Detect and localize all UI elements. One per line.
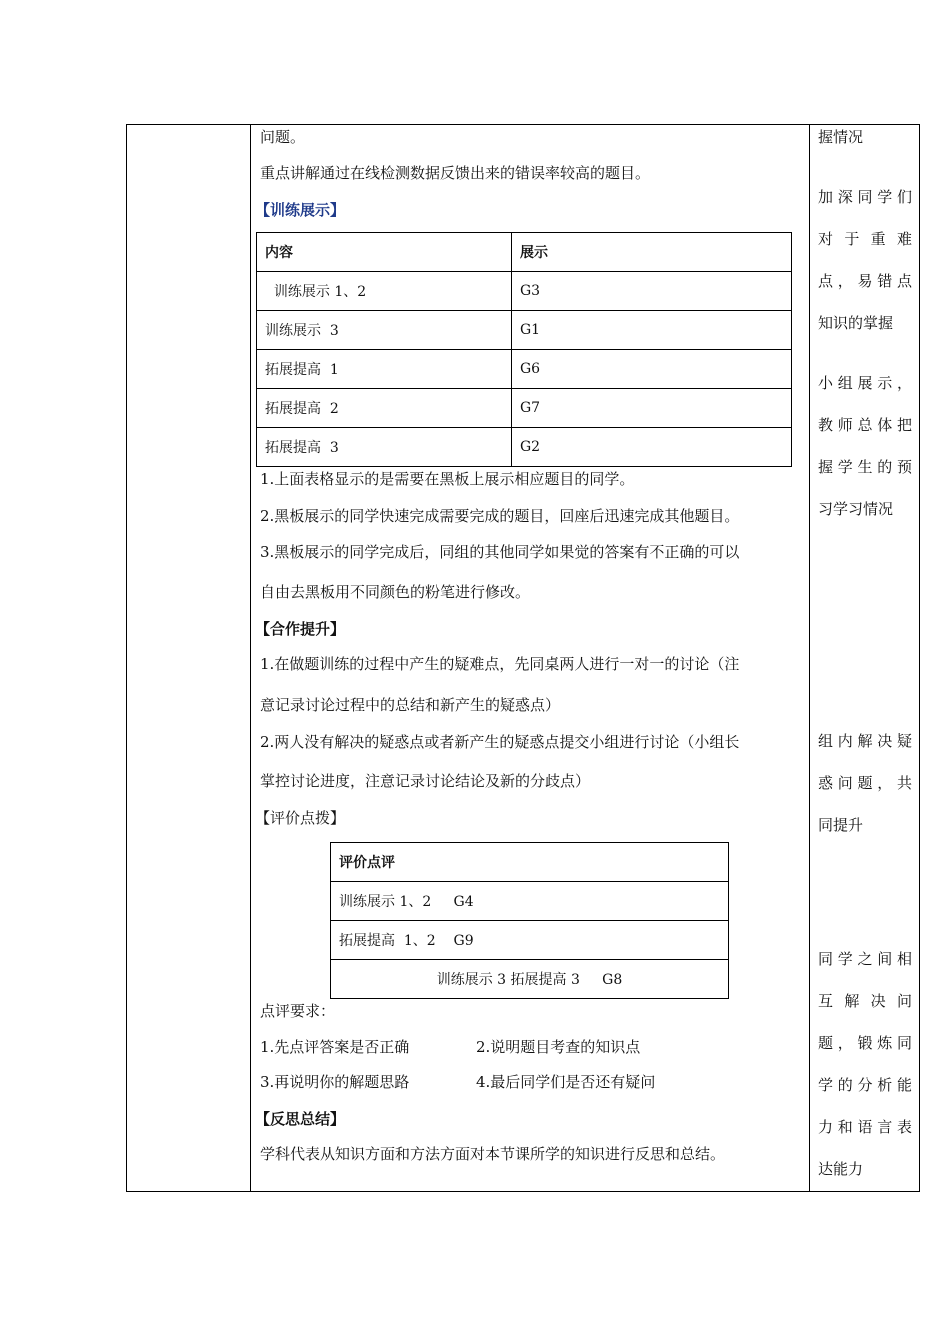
column-divider-2 — [809, 125, 810, 1191]
side-note-3 — [818, 362, 912, 530]
side-line: 互解决问 — [818, 992, 912, 1010]
side-line: 题，锻炼同 — [818, 1034, 912, 1052]
requirement-item: 2.说明题目考查的知识点 — [476, 1038, 641, 1056]
table-header-row — [331, 843, 729, 882]
table-cell: 训练展示 1、2 — [257, 272, 512, 311]
text-line: 点评要求： — [260, 1002, 336, 1020]
requirement-item: 4.最后同学们是否还有疑问 — [476, 1073, 656, 1091]
side-note-2 — [818, 176, 912, 344]
section-heading-cooperation: 【合作提升】 — [255, 620, 346, 638]
evaluation-table — [330, 842, 729, 999]
side-note-4 — [818, 720, 912, 846]
table-header-row — [257, 233, 792, 272]
text-line: 重点讲解通过在线检测数据反馈出来的错误率较高的题目。 — [260, 164, 651, 182]
text-line: 1.上面表格显示的是需要在黑板上展示相应题目的同学。 — [260, 470, 635, 488]
text-line: 2.黑板展示的同学快速完成需要完成的题目，回座后迅速完成其他题目。 — [260, 507, 740, 525]
section-heading-evaluation: 【评价点拨】 — [255, 809, 346, 827]
table-cell: 训练展示 3 — [257, 311, 512, 350]
side-line: 习学习情况 — [818, 500, 894, 518]
side-line: 握情况 — [818, 128, 864, 146]
side-line: 惑问题，共 — [818, 774, 912, 792]
text-line: 2.两人没有解决的疑惑点或者新产生的疑惑点提交小组进行讨论（小组长 — [260, 733, 740, 751]
side-line: 小组展示， — [818, 374, 912, 392]
side-line: 学的分析能 — [818, 1076, 912, 1094]
side-line: 加深同学们 — [818, 188, 912, 206]
table-row — [257, 311, 792, 350]
table-cell: 拓展提高 3 — [257, 428, 512, 467]
side-line: 握学生的预 — [818, 458, 912, 476]
table-cell: G6 — [512, 350, 792, 389]
table-cell: G7 — [512, 389, 792, 428]
side-note-5 — [818, 938, 912, 1190]
table-row — [257, 272, 792, 311]
section-heading-reflection: 【反思总结】 — [255, 1110, 346, 1128]
table-cell: 拓展提高 2 — [257, 389, 512, 428]
side-line: 点，易错点 — [818, 272, 912, 290]
table-cell: G3 — [512, 272, 792, 311]
text-line: 掌控讨论进度，注意记录讨论结论及新的分歧点） — [260, 772, 591, 790]
text-line: 3.黑板展示的同学完成后，同组的其他同学如果觉的答案有不正确的可以 — [260, 543, 740, 561]
column-divider-1 — [250, 125, 251, 1191]
table-row — [331, 882, 729, 921]
side-line: 教师总体把 — [818, 416, 912, 434]
table-header-cell: 内容 — [257, 233, 512, 272]
table-row — [257, 350, 792, 389]
table-cell: G1 — [512, 311, 792, 350]
table-cell: 训练展示 3 拓展提高 3 G8 — [331, 960, 729, 999]
table-row — [331, 960, 729, 999]
text-line: 学科代表从知识方面和方法方面对本节课所学的知识进行反思和总结。 — [260, 1145, 726, 1163]
training-table — [256, 232, 792, 467]
section-heading-training: 【训练展示】 — [255, 201, 346, 219]
table-row — [331, 921, 729, 960]
requirement-item: 1.先点评答案是否正确 — [260, 1038, 410, 1056]
table-row — [257, 389, 792, 428]
table-header-cell: 展示 — [512, 233, 792, 272]
table-cell: 训练展示 1、2 G4 — [331, 882, 729, 921]
side-line: 同提升 — [818, 816, 864, 834]
table-cell: 拓展提高 1、2 G9 — [331, 921, 729, 960]
table-cell: 拓展提高 1 — [257, 350, 512, 389]
table-row — [257, 428, 792, 467]
side-line: 组内解决疑 — [818, 732, 912, 750]
side-note-1 — [818, 116, 912, 158]
text-line: 1.在做题训练的过程中产生的疑难点，先同桌两人进行一对一的讨论（注 — [260, 655, 740, 673]
text-line: 意记录讨论过程中的总结和新产生的疑惑点） — [260, 696, 561, 714]
side-line: 对于重难 — [818, 230, 912, 248]
side-line: 同学之间相 — [818, 950, 912, 968]
side-line: 知识的掌握 — [818, 314, 894, 332]
side-line: 力和语言表 — [818, 1118, 912, 1136]
table-cell: G2 — [512, 428, 792, 467]
text-line: 自由去黑板用不同颜色的粉笔进行修改。 — [260, 583, 531, 601]
text-line: 问题。 — [260, 128, 306, 146]
table-header-cell: 评价点评 — [331, 843, 729, 882]
side-line: 达能力 — [818, 1160, 864, 1178]
requirement-item: 3.再说明你的解题思路 — [260, 1073, 410, 1091]
